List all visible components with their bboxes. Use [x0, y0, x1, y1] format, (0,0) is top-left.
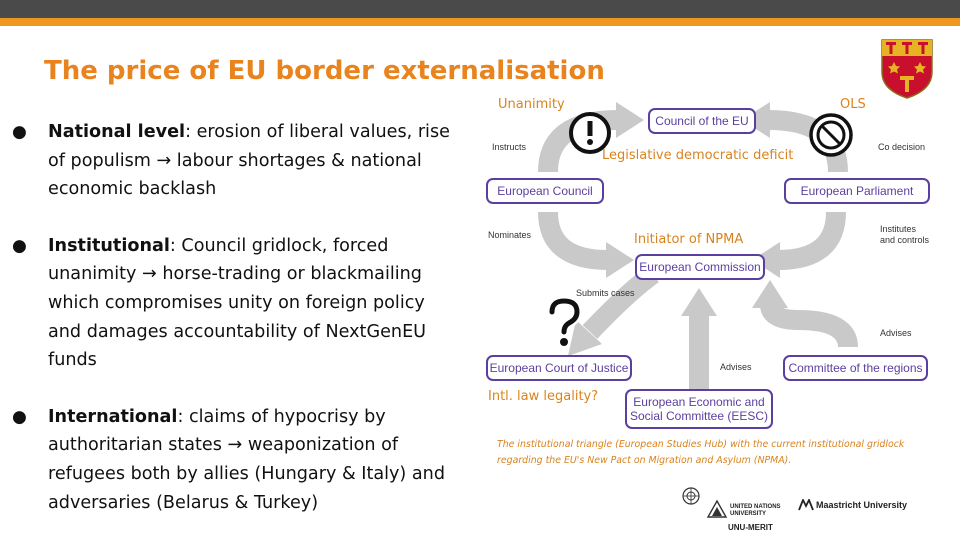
label-advises-bottom: Advises [720, 362, 752, 372]
unu-name-line1: UNITED NATIONS [730, 504, 781, 510]
annotation-intl-law: Intl. law legality? [488, 389, 599, 404]
bullet-list [12, 118, 462, 540]
bullet-marker: ● [12, 406, 27, 427]
label-nominates: Nominates [488, 230, 532, 240]
arrow-submits-cases [590, 274, 653, 332]
annotation-unanimity: Unanimity [498, 97, 565, 112]
top-bar [0, 0, 960, 18]
bullet-text: : erosion of liberal values, rise of populism → labour shortages & national economic backlash [48, 122, 450, 200]
slide-title: The price of EU border externalisation [44, 56, 605, 86]
annotation-ols: OLS [840, 97, 866, 112]
box-council-of-eu: Council of the EU [648, 108, 756, 134]
footer-logos [680, 487, 920, 533]
label-institutes-line1: Institutes [880, 224, 917, 234]
bullet-lead: National level [48, 122, 186, 142]
caption-line2: regarding the EU's New Pact on Migration and Asylum (NPMA). [497, 455, 792, 466]
annotation-initiator: Initiator of NPMA [634, 232, 744, 247]
top-bar-accent [0, 18, 960, 26]
eesc-line1: European Economic and [633, 395, 765, 409]
bullet-international [12, 403, 462, 517]
unu-logo-icon [706, 499, 728, 521]
annotation-legislative-deficit: Legislative democratic deficit [602, 148, 794, 163]
label-co-decision: Co decision [878, 142, 926, 152]
arrow-nominates [548, 212, 608, 260]
bullet-institutional [12, 232, 462, 375]
box-european-parliament: European Parliament [784, 178, 930, 204]
bullet-lead: Institutional [48, 235, 170, 256]
arrowhead-instructs [616, 102, 644, 138]
label-institutes-line2: and controls [880, 235, 930, 245]
label-submits-cases: Submits cases [576, 288, 635, 298]
bullet-text: : Council gridlock, forced unanimity → horse-trading or blackmailing which compromises unity on foreign policy and damages accountability of NextGenEU funds [48, 235, 427, 371]
unu-merit-name: UNU-MERIT [728, 523, 773, 532]
arrowhead-nominates [606, 242, 634, 278]
box-court-of-justice: European Court of Justice [486, 355, 632, 381]
eesc-line2: Social Committee (EESC) [629, 409, 769, 423]
unu-name-line2: UNIVERSITY [730, 511, 767, 517]
arrow-institutes [778, 212, 836, 260]
box-eesc [625, 389, 773, 429]
caption-line1: The institutional triangle (European Studies Hub) with the current institutional gridlock [497, 439, 905, 450]
question-mark-icon [544, 296, 584, 350]
box-committee-regions: Committee of the regions [783, 355, 928, 381]
box-european-council: European Council [486, 178, 604, 204]
label-instructs: Instructs [492, 142, 527, 152]
bullet-marker: ● [12, 235, 27, 256]
bullet-national [12, 118, 462, 204]
arrowhead-advises-right [752, 280, 788, 308]
bullet-marker: ● [12, 122, 27, 142]
bullet-lead: International [48, 406, 178, 427]
bullet-text: : claims of hypocrisy by authoritarian states → weaponization of refugees both by allies (Hungary & Italy) and adversaries (Belarus & Turkey) [48, 406, 445, 513]
label-advises-right: Advises [880, 328, 912, 338]
prohibited-icon [808, 112, 854, 158]
arrow-advises-right [770, 304, 848, 347]
institutional-triangle-diagram [478, 92, 948, 472]
diagram-caption [497, 437, 937, 469]
maastricht-name: Maastricht University [816, 500, 908, 510]
crest-icon [880, 38, 934, 100]
arrowhead-advises-bottom [681, 288, 717, 316]
maastricht-logo-icon [798, 499, 814, 511]
label-institutes [880, 224, 929, 246]
un-emblem-icon [682, 487, 700, 505]
box-european-commission: European Commission [635, 254, 765, 280]
